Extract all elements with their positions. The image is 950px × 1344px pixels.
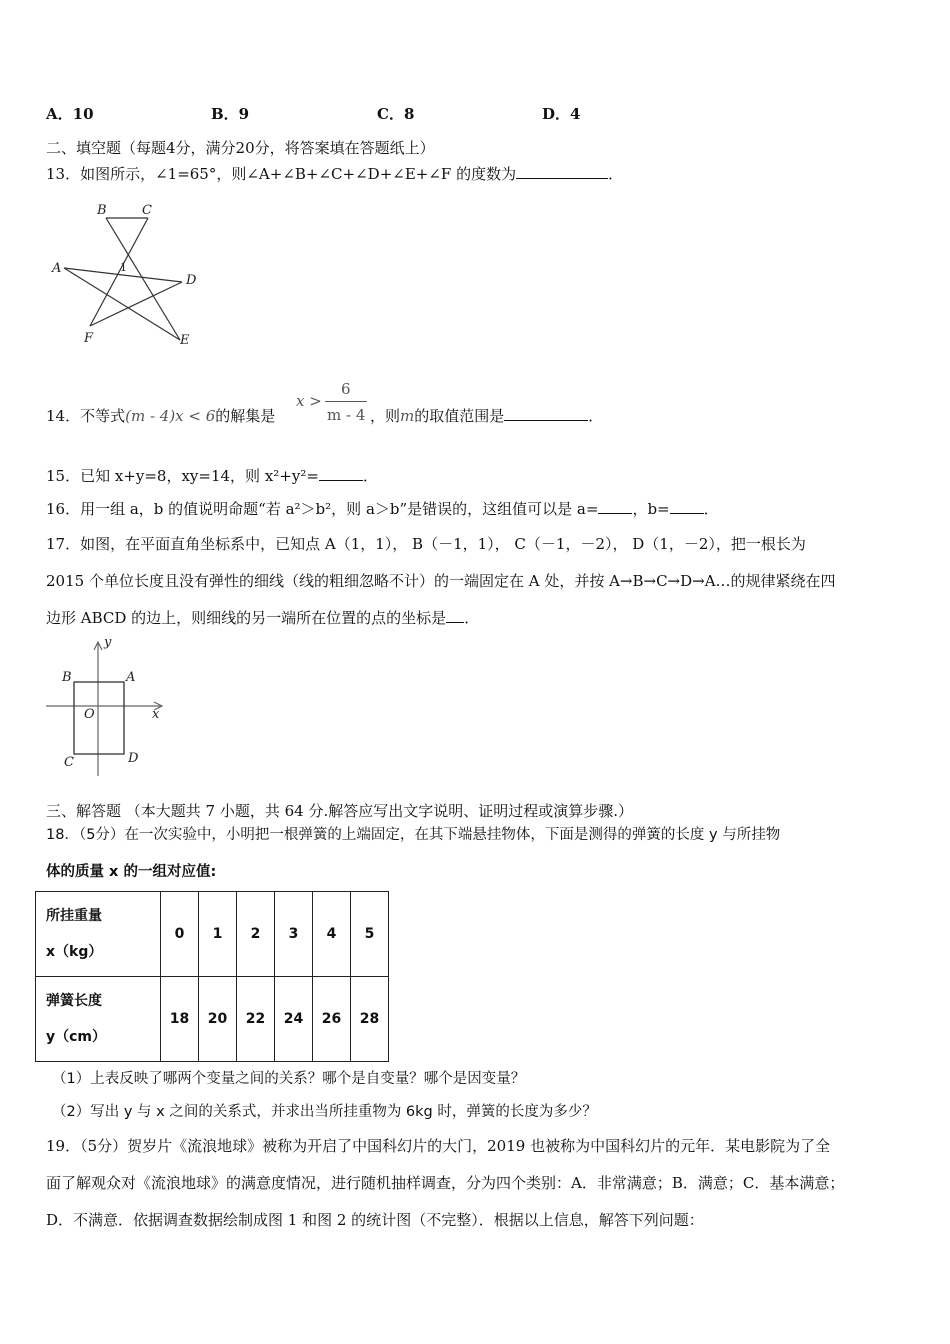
q14-inequality: (m - 4)x < 6	[125, 407, 216, 425]
q17-answer-blank	[446, 608, 464, 623]
question-17-line-1: 17．如图，在平面直角坐标系中，已知点 A（1，1）， B（－1，1）， C（－1，－2）， D（1，－2），把一根长为	[46, 535, 806, 553]
q15-end: ．	[362, 467, 378, 485]
question-14	[46, 405, 275, 426]
question-15	[46, 465, 378, 486]
question-18-line-1: 18．（5分）在一次实验中，小明把一根弹簧的上端固定，在其下端悬挂物体，下面是测得的弹簧的长度 y 与所挂物	[46, 827, 781, 843]
q18-sub-question-1: （1）上表反映了哪两个变量之间的关系？哪个是自变量？哪个是因变量？	[52, 1071, 526, 1087]
label-o: O	[84, 707, 95, 722]
q13-text: 13．如图所示，∠1=65°，则∠A+∠B+∠C+∠D+∠E+∠F 的度数为	[46, 165, 517, 183]
table-cell: 26	[313, 977, 351, 1062]
table-row-length	[36, 977, 389, 1062]
table-cell: 18	[161, 977, 199, 1062]
label-x: x	[152, 707, 160, 722]
row-header-weight	[36, 892, 161, 977]
table-cell: 22	[237, 977, 275, 1062]
q14-denominator: m - 4	[327, 406, 366, 424]
q17-coordinate-figure	[44, 634, 170, 778]
question-19-line-3: D．不满意．依据调查数据绘制成图 1 和图 2 的统计图（不完整）．根据以上信息，解答下列问题：	[46, 1211, 704, 1229]
option-b: B．9	[211, 105, 250, 123]
q14-end: ．	[588, 407, 604, 425]
question-18-line-2: 体的质量 x 的一组对应值:	[46, 864, 217, 880]
q16-mid: ，b=	[632, 500, 670, 518]
rectangle-abcd	[74, 682, 124, 754]
length-unit: y（cm）	[46, 1029, 107, 1045]
label-b: B	[97, 203, 107, 218]
label-b: B	[62, 670, 72, 685]
segment-be	[106, 218, 180, 340]
q14-post: ，则	[370, 407, 401, 425]
label-angle-1: 1	[120, 261, 127, 274]
q16-text: 16．用一组 a，b 的值说明命题“若 a²＞b²，则 a＞b”是错误的，这组值可以是 a=	[46, 500, 599, 518]
spring-data-table	[35, 891, 389, 1062]
table-cell: 3	[275, 892, 313, 977]
q14-m: m	[400, 407, 415, 425]
table-cell: 28	[351, 977, 389, 1062]
table-cell: 4	[313, 892, 351, 977]
q13-star-figure	[48, 198, 208, 350]
q14-pre: 14．不等式	[46, 407, 126, 425]
table-cell: 24	[275, 977, 313, 1062]
q17-end: ．	[464, 609, 480, 627]
question-19-line-1: 19．（5分）贺岁片《流浪地球》被称为开启了中国科幻片的大门，2019 也被称为中国科幻片的元年．某电影院为了全	[46, 1137, 831, 1155]
q14-mid: 的解集是	[215, 407, 276, 425]
label-a: A	[52, 261, 62, 276]
q18-sub-question-2: （2）写出 y 与 x 之间的关系式，并求出当所挂重物为 6kg 时，弹簧的长度为多少？	[52, 1104, 597, 1120]
label-d: D	[128, 751, 139, 766]
option-c: C．8	[377, 105, 415, 123]
option-d: D．4	[542, 105, 581, 123]
section-2-heading: 二、填空题（每题4分，满分20分，将答案填在答题纸上）	[46, 139, 435, 157]
length-label: 弹簧长度	[46, 993, 102, 1009]
q13-end: ．	[608, 165, 624, 183]
option-a: A．10	[46, 105, 94, 123]
weight-label: 所挂重量	[46, 908, 102, 924]
q16-end: ．	[703, 500, 719, 518]
question-17-line-2: 2015 个单位长度且没有弹性的细线（线的粗细忽略不计）的一端固定在 A 处，并按 A→B→C→D→A…的规律紧绕在四	[46, 572, 836, 590]
q14-answer-blank	[504, 406, 588, 421]
q13-answer-blank	[516, 164, 608, 179]
table-cell: 5	[351, 892, 389, 977]
label-c: C	[64, 755, 74, 770]
question-19-line-2: 面了解观众对《流浪地球》的满意度情况，进行随机抽样调查，分为四个类别：A．非常满意；B．满意；C．基本满意；	[46, 1174, 845, 1192]
label-c: C	[142, 203, 152, 218]
label-y: y	[104, 635, 112, 650]
weight-unit: x（kg）	[46, 944, 103, 960]
section-3-heading: 三、解答题 （本大题共 7 小题，共 64 分.解答应写出文字说明、证明过程或演算步骤.）	[46, 802, 634, 820]
table-cell: 0	[161, 892, 199, 977]
label-e: E	[180, 333, 190, 348]
q14-numerator: 6	[341, 380, 351, 398]
q16-a-blank	[598, 499, 632, 514]
label-f: F	[84, 331, 94, 346]
q15-text: 15．已知 x+y=8，xy=14，则 x²+y²=	[46, 467, 319, 485]
question-13	[46, 163, 623, 184]
label-a: A	[126, 670, 136, 685]
segment-ae	[64, 268, 180, 340]
q14-fraction-bar	[325, 401, 367, 402]
q14-x-greater: x >	[296, 392, 322, 410]
q14-tail	[370, 405, 603, 426]
q14-post2: 的取值范围是	[414, 407, 505, 425]
q16-b-blank	[670, 499, 704, 514]
q15-answer-blank	[319, 466, 363, 481]
table-cell: 2	[237, 892, 275, 977]
table-cell: 20	[199, 977, 237, 1062]
q17-line3-text: 边形 ABCD 的边上，则细线的另一端所在位置的点的坐标是	[46, 609, 447, 627]
table-cell: 1	[199, 892, 237, 977]
table-row-weight	[36, 892, 389, 977]
label-d: D	[186, 273, 197, 288]
row-header-length	[36, 977, 161, 1062]
question-16	[46, 498, 719, 519]
question-17-line-3	[46, 607, 479, 628]
